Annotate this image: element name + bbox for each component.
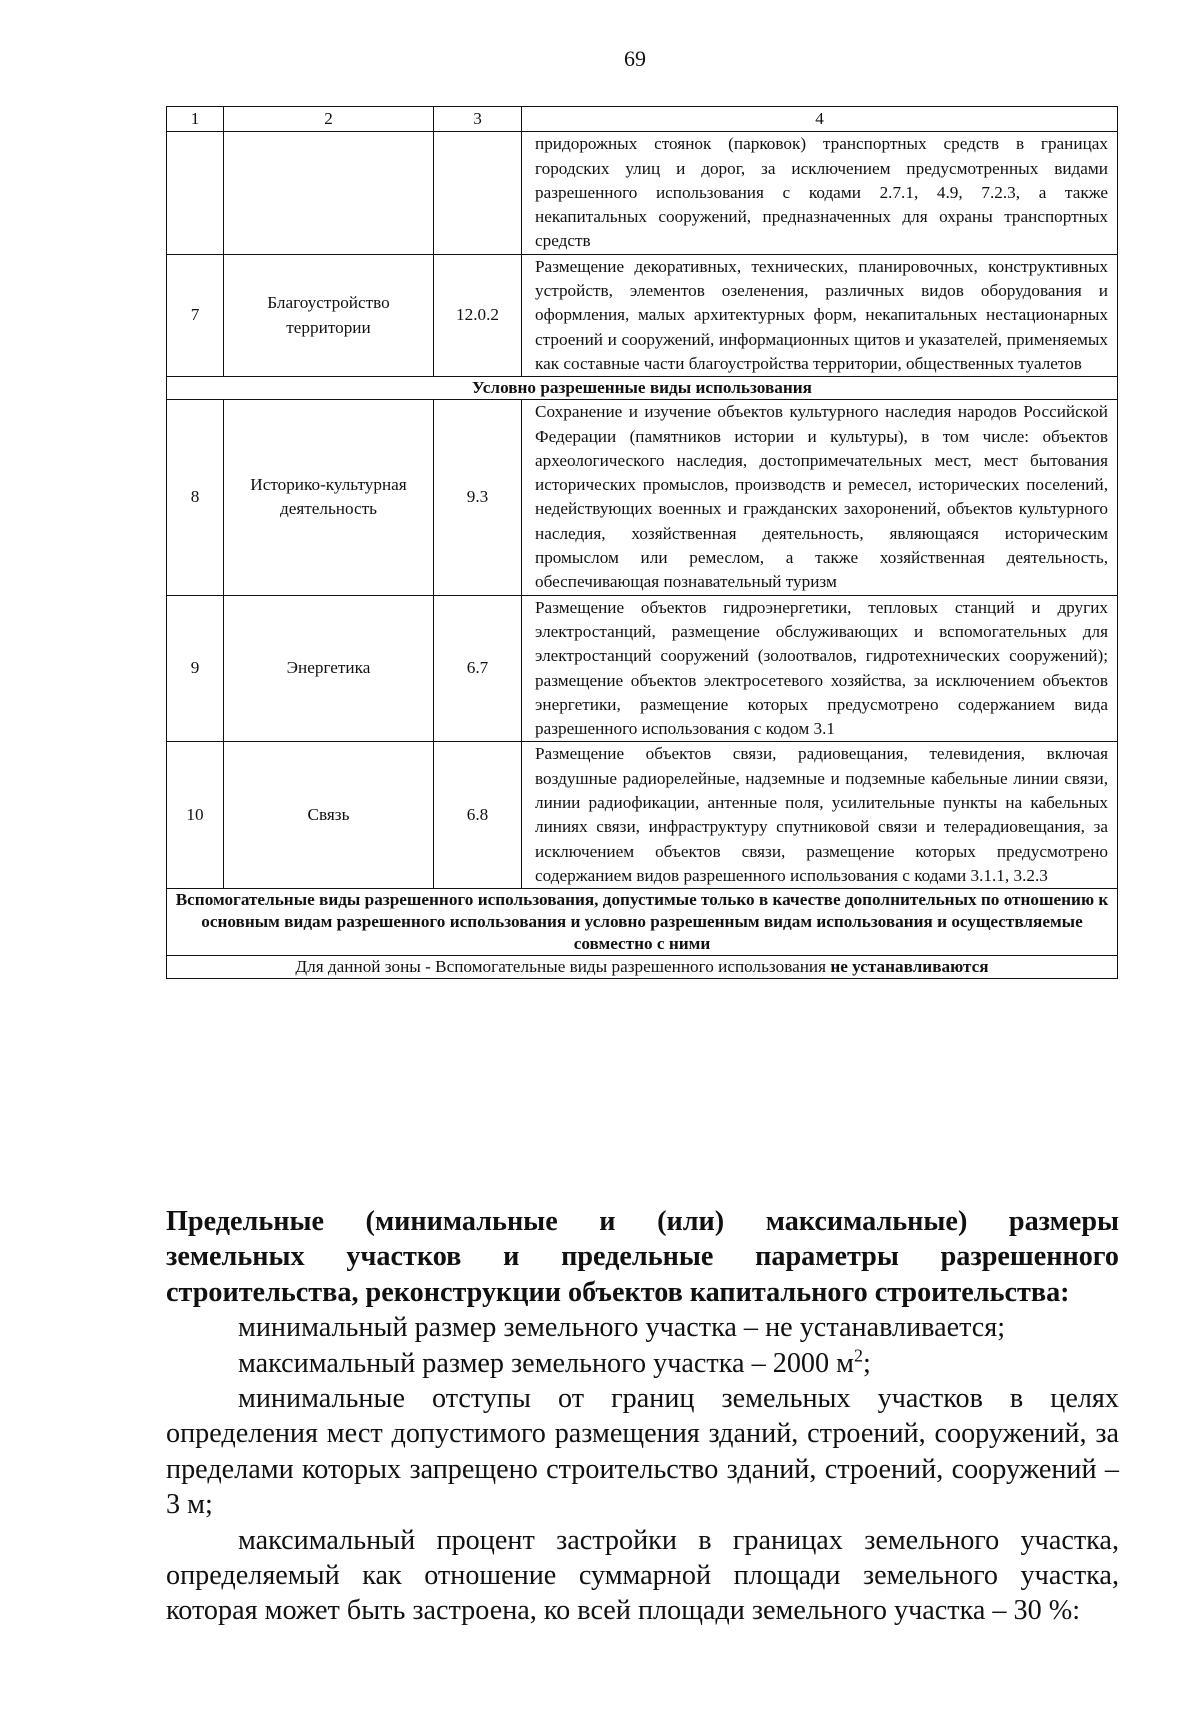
auxiliary-note-row: [167, 956, 1118, 979]
parameters-heading-line-2: земельных участков и предельные параметры разрешенного: [166, 1241, 1119, 1273]
table-row-continuation: [167, 132, 1118, 254]
parameters-heading-line-3: строительства, реконструкции объектов капитального строительства:: [166, 1276, 1070, 1308]
max-plot-size-end: ;: [862, 1347, 871, 1379]
permitted-use-table: [166, 106, 1118, 979]
auxiliary-note: [167, 956, 1118, 979]
row-number: 8: [167, 400, 224, 595]
use-type-name: Связь: [224, 742, 434, 889]
conditional-section-row: [167, 377, 1118, 400]
use-type-description: Размещение объектов гидроэнергетики, тепловых станций и других электростанций, размещение обслуживающих и вспомогательных для электростанций сооружений (золоотвалов, гидротехнических сооружений); размещение объектов электросетевого хозяйства, за исключением объектов энергетики, размещение которых предусмотрено содержанием вида разрешенного использования с кодом 3.1: [522, 595, 1118, 742]
use-type-code: 12.0.2: [434, 254, 522, 376]
column-header-3: 3: [434, 107, 522, 132]
use-type-description: Размещение декоративных, технических, планировочных, конструктивных устройств, элементов озеленения, различных видов оборудования и оформления, малых архитектурных форм, некапитальных нестационарных строений и сооружений, информационных щитов и указателей, применяемых как составные части благоустройства территории, общественных туалетов: [522, 254, 1118, 376]
table-header-row: [167, 107, 1118, 132]
use-type-name: Энергетика: [224, 595, 434, 742]
use-type-description: Размещение объектов связи, радиовещания, телевидения, включая воздушные радиорелейные, надземные и подземные кабельные линии связи, линии радиофикации, антенные поля, усилительные пункты на кабельных линиях связи, инфраструктуру спутниковой связи и телерадиовещания, за исключением объектов связи, размещение которых предусмотрено содержанием видов разрешенного использования с кодами 3.1.1, 3.2.3: [522, 742, 1118, 889]
column-header-4: 4: [522, 107, 1118, 132]
max-plot-size: [166, 1346, 1119, 1381]
parameters-heading-line-1: Предельные (минимальные и (или) максимальные) размеры: [166, 1206, 1119, 1237]
square-superscript: 2: [853, 1345, 863, 1366]
row-number: 9: [167, 595, 224, 742]
use-type-code: 9.3: [434, 400, 522, 595]
page-number: 69: [624, 46, 646, 71]
column-header-2: 2: [224, 107, 434, 132]
use-type-name: Благоустройство территории: [224, 254, 434, 376]
auxiliary-note-text: Для данной зоны - Вспомогательные виды разрешенного использования: [295, 957, 827, 977]
row-number: 10: [167, 742, 224, 889]
use-type-code: 6.8: [434, 742, 522, 889]
column-header-1: 1: [167, 107, 224, 132]
use-type-description: Сохранение и изучение объектов культурного наследия народов Российской Федерации (памятников истории и культуры), в том числе: объектов археологического наследия, достопримечательных мест, мест бытования исторических промыслов, производств и ремесел, исторических поселений, недействующих военных и гражданских захоронений, объектов культурного наследия, хозяйственная деятельность, являющаяся историческим промыслом или ремеслом, а также хозяйственная деятельность, обеспечивающая познавательный туризм: [522, 400, 1118, 595]
parameters-section: [166, 1204, 1119, 1629]
max-coverage: максимальный процент застройки в границах земельного участка, определяемый как отношение суммарной площади земельного участка, которая может быть застроена, ко всей площади земельного участка – 30 %:: [166, 1524, 1119, 1627]
table-row-9: [167, 595, 1118, 742]
max-plot-size-text: максимальный размер земельного участка – 2000 м: [238, 1347, 854, 1379]
continuation-description: придорожных стоянок (парковок) транспортных средств в границах городских улиц и дорог, за исключением предусмотренных видами разрешенного использования с кодами 2.7.1, 4.9, 7.2.3, а также некапитальных сооружений, предназначенных для охраны транспортных средств: [522, 132, 1118, 254]
use-type-name: Историко-культурная деятельность: [224, 400, 434, 595]
table-row-8: [167, 400, 1118, 595]
auxiliary-section-header: Вспомогательные виды разрешенного использования, допустимые только в качестве дополнительных по отношению к основным видам разрешенного использования и условно разрешенным видам использования и осуществляемые совместно с ними: [167, 889, 1118, 956]
min-plot-size: минимальный размер земельного участка – не устанавливается;: [238, 1312, 1006, 1344]
min-setbacks: минимальные отступы от границ земельных участков в целях определения мест допустимого размещения зданий, строений, сооружений, за пределами которых запрещено строительство зданий, строений, сооружений – 3 м;: [166, 1383, 1119, 1521]
table-row-10: [167, 742, 1118, 889]
use-type-code: 6.7: [434, 595, 522, 742]
table-row-7: [167, 254, 1118, 376]
row-number: 7: [167, 254, 224, 376]
auxiliary-note-emphasis: не устанавливаются: [830, 957, 989, 977]
auxiliary-section-row: [167, 889, 1118, 956]
conditional-section-header: Условно разрешенные виды использования: [167, 377, 1118, 400]
